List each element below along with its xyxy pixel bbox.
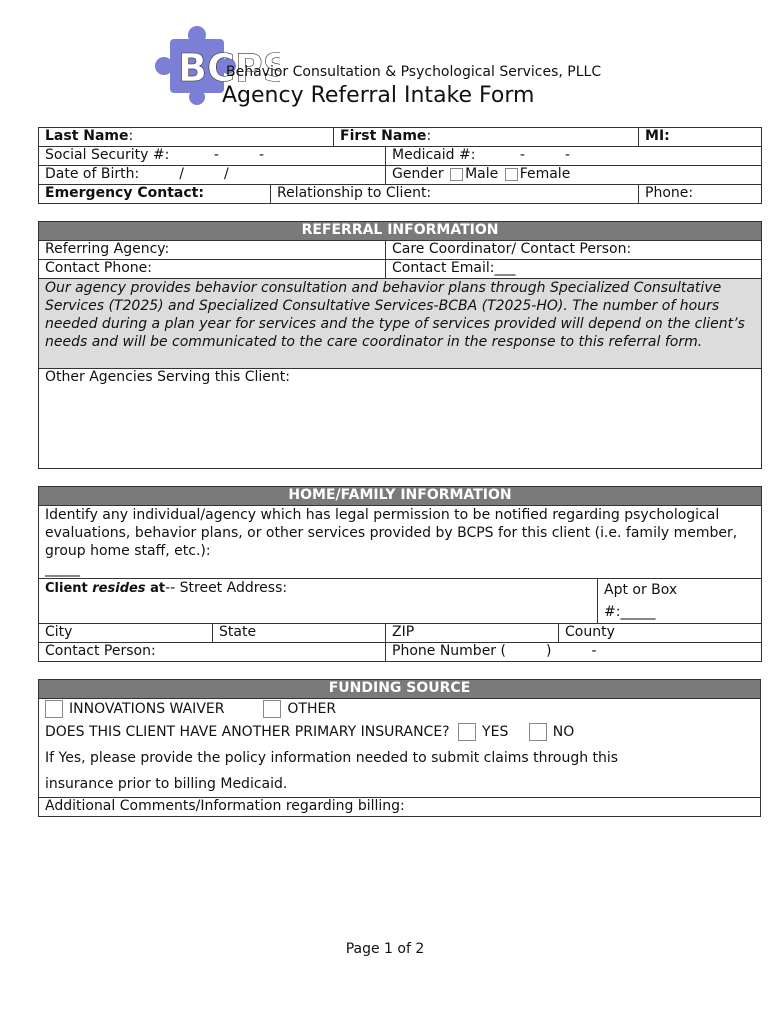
first-name-field[interactable]: First Name: [334, 128, 639, 147]
company-name: Behavior Consultation & Psychological Services, PLLC [226, 64, 602, 80]
contact-person-field[interactable]: Contact Person: [39, 643, 386, 662]
other-agencies-field[interactable]: Other Agencies Serving this Client: [39, 369, 762, 469]
funding-source-table [38, 679, 761, 817]
phone-number-field[interactable]: Phone Number ( ) - [386, 643, 762, 662]
gender-field: Gender Male Female [386, 166, 762, 185]
emergency-contact-field[interactable]: Emergency Contact: [39, 185, 271, 204]
referral-info-table [38, 221, 762, 469]
funding-options: INNOVATIONS WAIVER OTHER DOES THIS CLIENT HAVE ANOTHER PRIMARY INSURANCE? YES NO If Yes, please provide the policy information needed to submit claims through this insurance prior to billing Medicaid. [39, 699, 761, 798]
form-title: Agency Referral Intake Form [222, 83, 535, 108]
funding-header: FUNDING SOURCE [39, 680, 761, 699]
medicaid-field[interactable]: Medicaid #: - - [386, 147, 762, 166]
street-address-field[interactable]: Client resides at-- Street Address: [39, 579, 598, 624]
referral-header: REFERRAL INFORMATION [39, 222, 762, 241]
relationship-field[interactable]: Relationship to Client: [271, 185, 639, 204]
county-field[interactable]: County [559, 624, 762, 643]
contact-email-field[interactable]: Contact Email:___ [386, 260, 762, 279]
city-field[interactable]: City [39, 624, 213, 643]
zip-field[interactable]: ZIP [386, 624, 559, 643]
legal-permission-field[interactable]: Identify any individual/agency which has legal permission to be notified regarding psychological evaluations, behavior plans, or other services provided by BCPS for this client (i.e. family member, group home staff, etc.): _____ [39, 506, 762, 579]
logo-text: BCPS [178, 46, 280, 90]
mi-field[interactable]: MI: [639, 128, 762, 147]
apt-box-field[interactable]: Apt or Box #:_____ [598, 579, 762, 624]
billing-comments-field[interactable]: Additional Comments/Information regarding billing: [39, 798, 761, 817]
phone-field[interactable]: Phone: [639, 185, 762, 204]
state-field[interactable]: State [213, 624, 386, 643]
male-checkbox[interactable] [450, 168, 463, 181]
home-family-table [38, 486, 762, 662]
female-checkbox[interactable] [505, 168, 518, 181]
other-checkbox[interactable] [263, 700, 281, 718]
page-number: Page 1 of 2 [345, 941, 425, 957]
care-coordinator-field[interactable]: Care Coordinator/ Contact Person: [386, 241, 762, 260]
dob-field[interactable]: Date of Birth: / / [39, 166, 386, 185]
referring-agency-field[interactable]: Referring Agency: [39, 241, 386, 260]
last-name-field[interactable]: Last Name: [39, 128, 334, 147]
innovations-waiver-checkbox[interactable] [45, 700, 63, 718]
insurance-no-checkbox[interactable] [529, 723, 547, 741]
contact-phone-field[interactable]: Contact Phone: [39, 260, 386, 279]
client-info-table [38, 127, 762, 204]
services-note: Our agency provides behavior consultation and behavior plans through Specialized Consultative Services (T2025) and Specialized Consultative Services-BCBA (T2025-HO). The number of hours needed during a plan year for services and the type of services provided will depend on the client’s needs and will be communicated to the care coordinator in the response to this referral form. [39, 279, 762, 369]
ssn-field[interactable]: Social Security #: - - [39, 147, 386, 166]
insurance-yes-checkbox[interactable] [458, 723, 476, 741]
home-header: HOME/FAMILY INFORMATION [39, 487, 762, 506]
